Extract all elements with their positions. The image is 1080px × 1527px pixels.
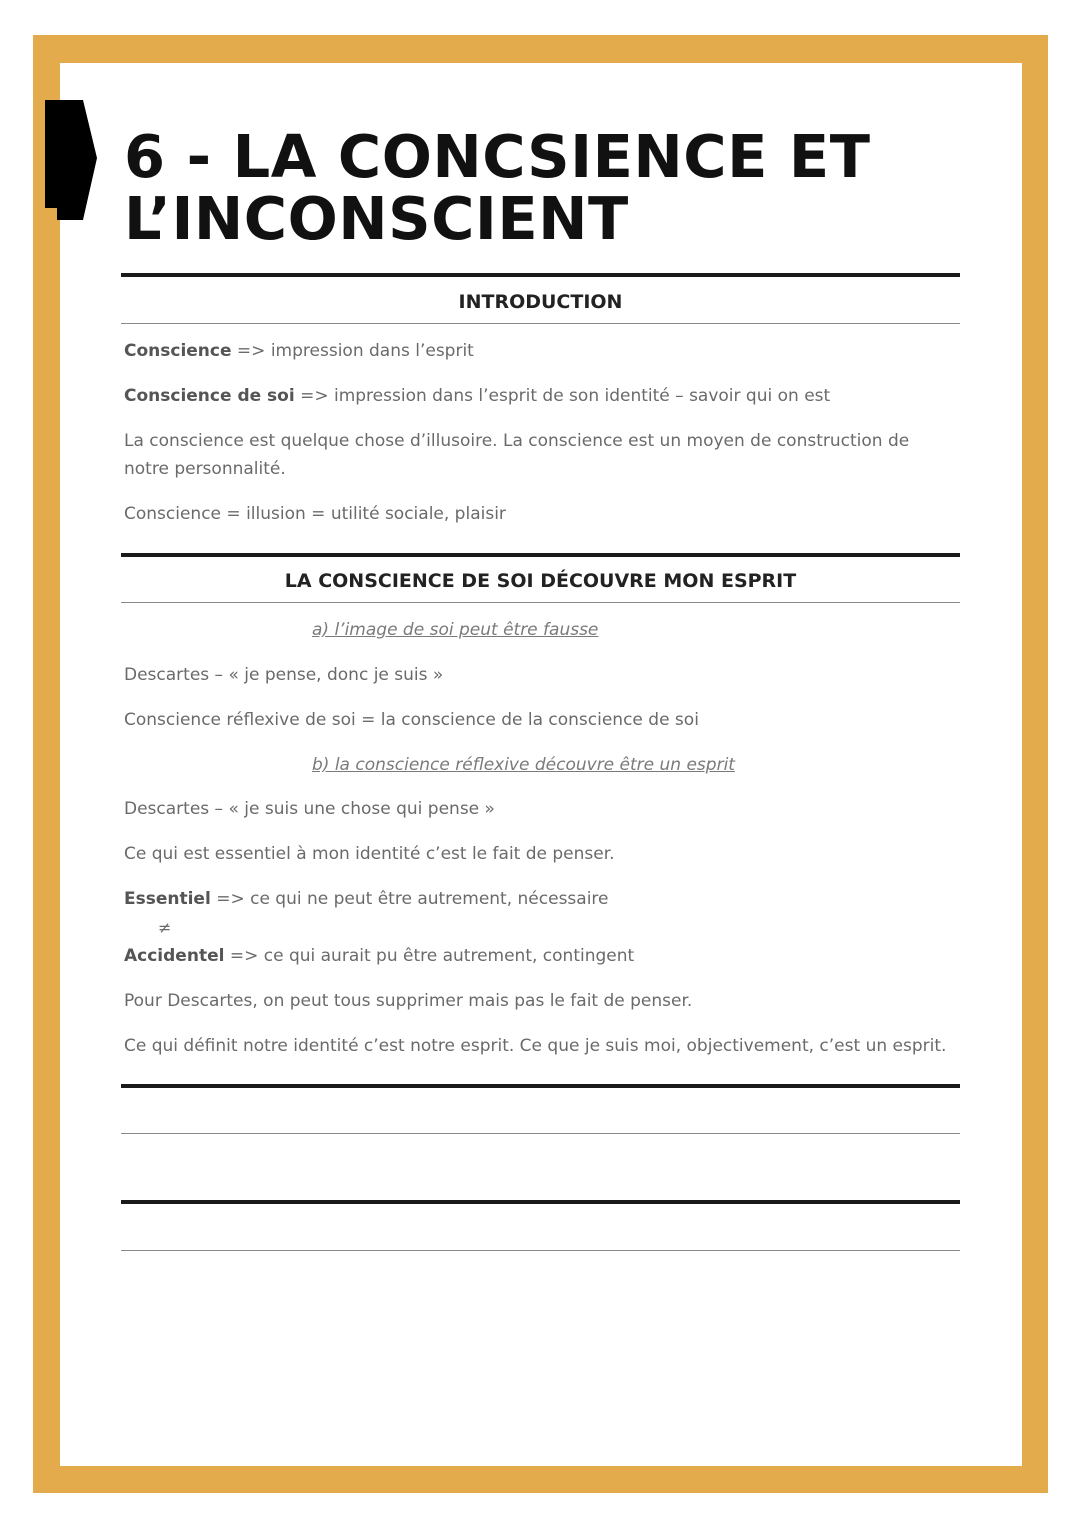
empty-section-rule-bottom xyxy=(121,1133,960,1134)
not-equal-sign: ≠ xyxy=(158,918,172,937)
intro-paragraph: La conscience est quelque chose d’illusoire. La conscience est un moyen de construction de notre personnalité. xyxy=(124,431,910,479)
section-rule-bottom xyxy=(121,602,960,603)
section-rule-top xyxy=(121,273,960,277)
definition-conscience-de-soi: Conscience de soi => impression dans l’esprit de son identité – savoir qui on est xyxy=(124,386,831,406)
descartes-quote-2: Descartes – « je suis une chose qui pense » xyxy=(124,799,495,819)
reflexive-definition: Conscience réflexive de soi = la conscience de la conscience de soi xyxy=(124,710,699,730)
identity-esprit-line: Ce qui définit notre identité c’est notre esprit. Ce que je suis moi, objectivement, c’est un esprit. xyxy=(124,1036,947,1056)
definition-conscience: Conscience => impression dans l’esprit xyxy=(124,341,474,361)
empty-section-rule-top xyxy=(121,1084,960,1088)
section-rule-bottom xyxy=(121,323,960,324)
chapter-tab-marker xyxy=(45,100,97,220)
section-heading-conscience-de-soi: LA CONSCIENCE DE SOI DÉCOUVRE MON ESPRIT xyxy=(284,570,797,592)
subheading-b: b) la conscience réflexive découvre être un esprit xyxy=(312,755,735,775)
page-title: 6 - LA CONCSIENCE ET L’INCONSCIENT xyxy=(124,122,871,253)
empty-section-rule-top xyxy=(121,1200,960,1204)
descartes-quote-1: Descartes – « je pense, donc je suis » xyxy=(124,665,444,685)
descartes-penser-line: Pour Descartes, on peut tous supprimer mais pas le fait de penser. xyxy=(124,991,693,1011)
section-rule-top xyxy=(121,553,960,557)
definition-essentiel: Essentiel => ce qui ne peut être autrement, nécessaire xyxy=(124,889,609,909)
section-heading-introduction: INTRODUCTION xyxy=(458,291,623,313)
intro-equation: Conscience = illusion = utilité sociale, plaisir xyxy=(124,504,506,524)
subheading-a: a) l’image de soi peut être fausse xyxy=(312,620,599,640)
essential-identity-line: Ce qui est essentiel à mon identité c’est le fait de penser. xyxy=(124,844,615,864)
empty-section-rule-bottom xyxy=(121,1250,960,1251)
definition-accidentel: Accidentel => ce qui aurait pu être autrement, contingent xyxy=(124,946,635,966)
